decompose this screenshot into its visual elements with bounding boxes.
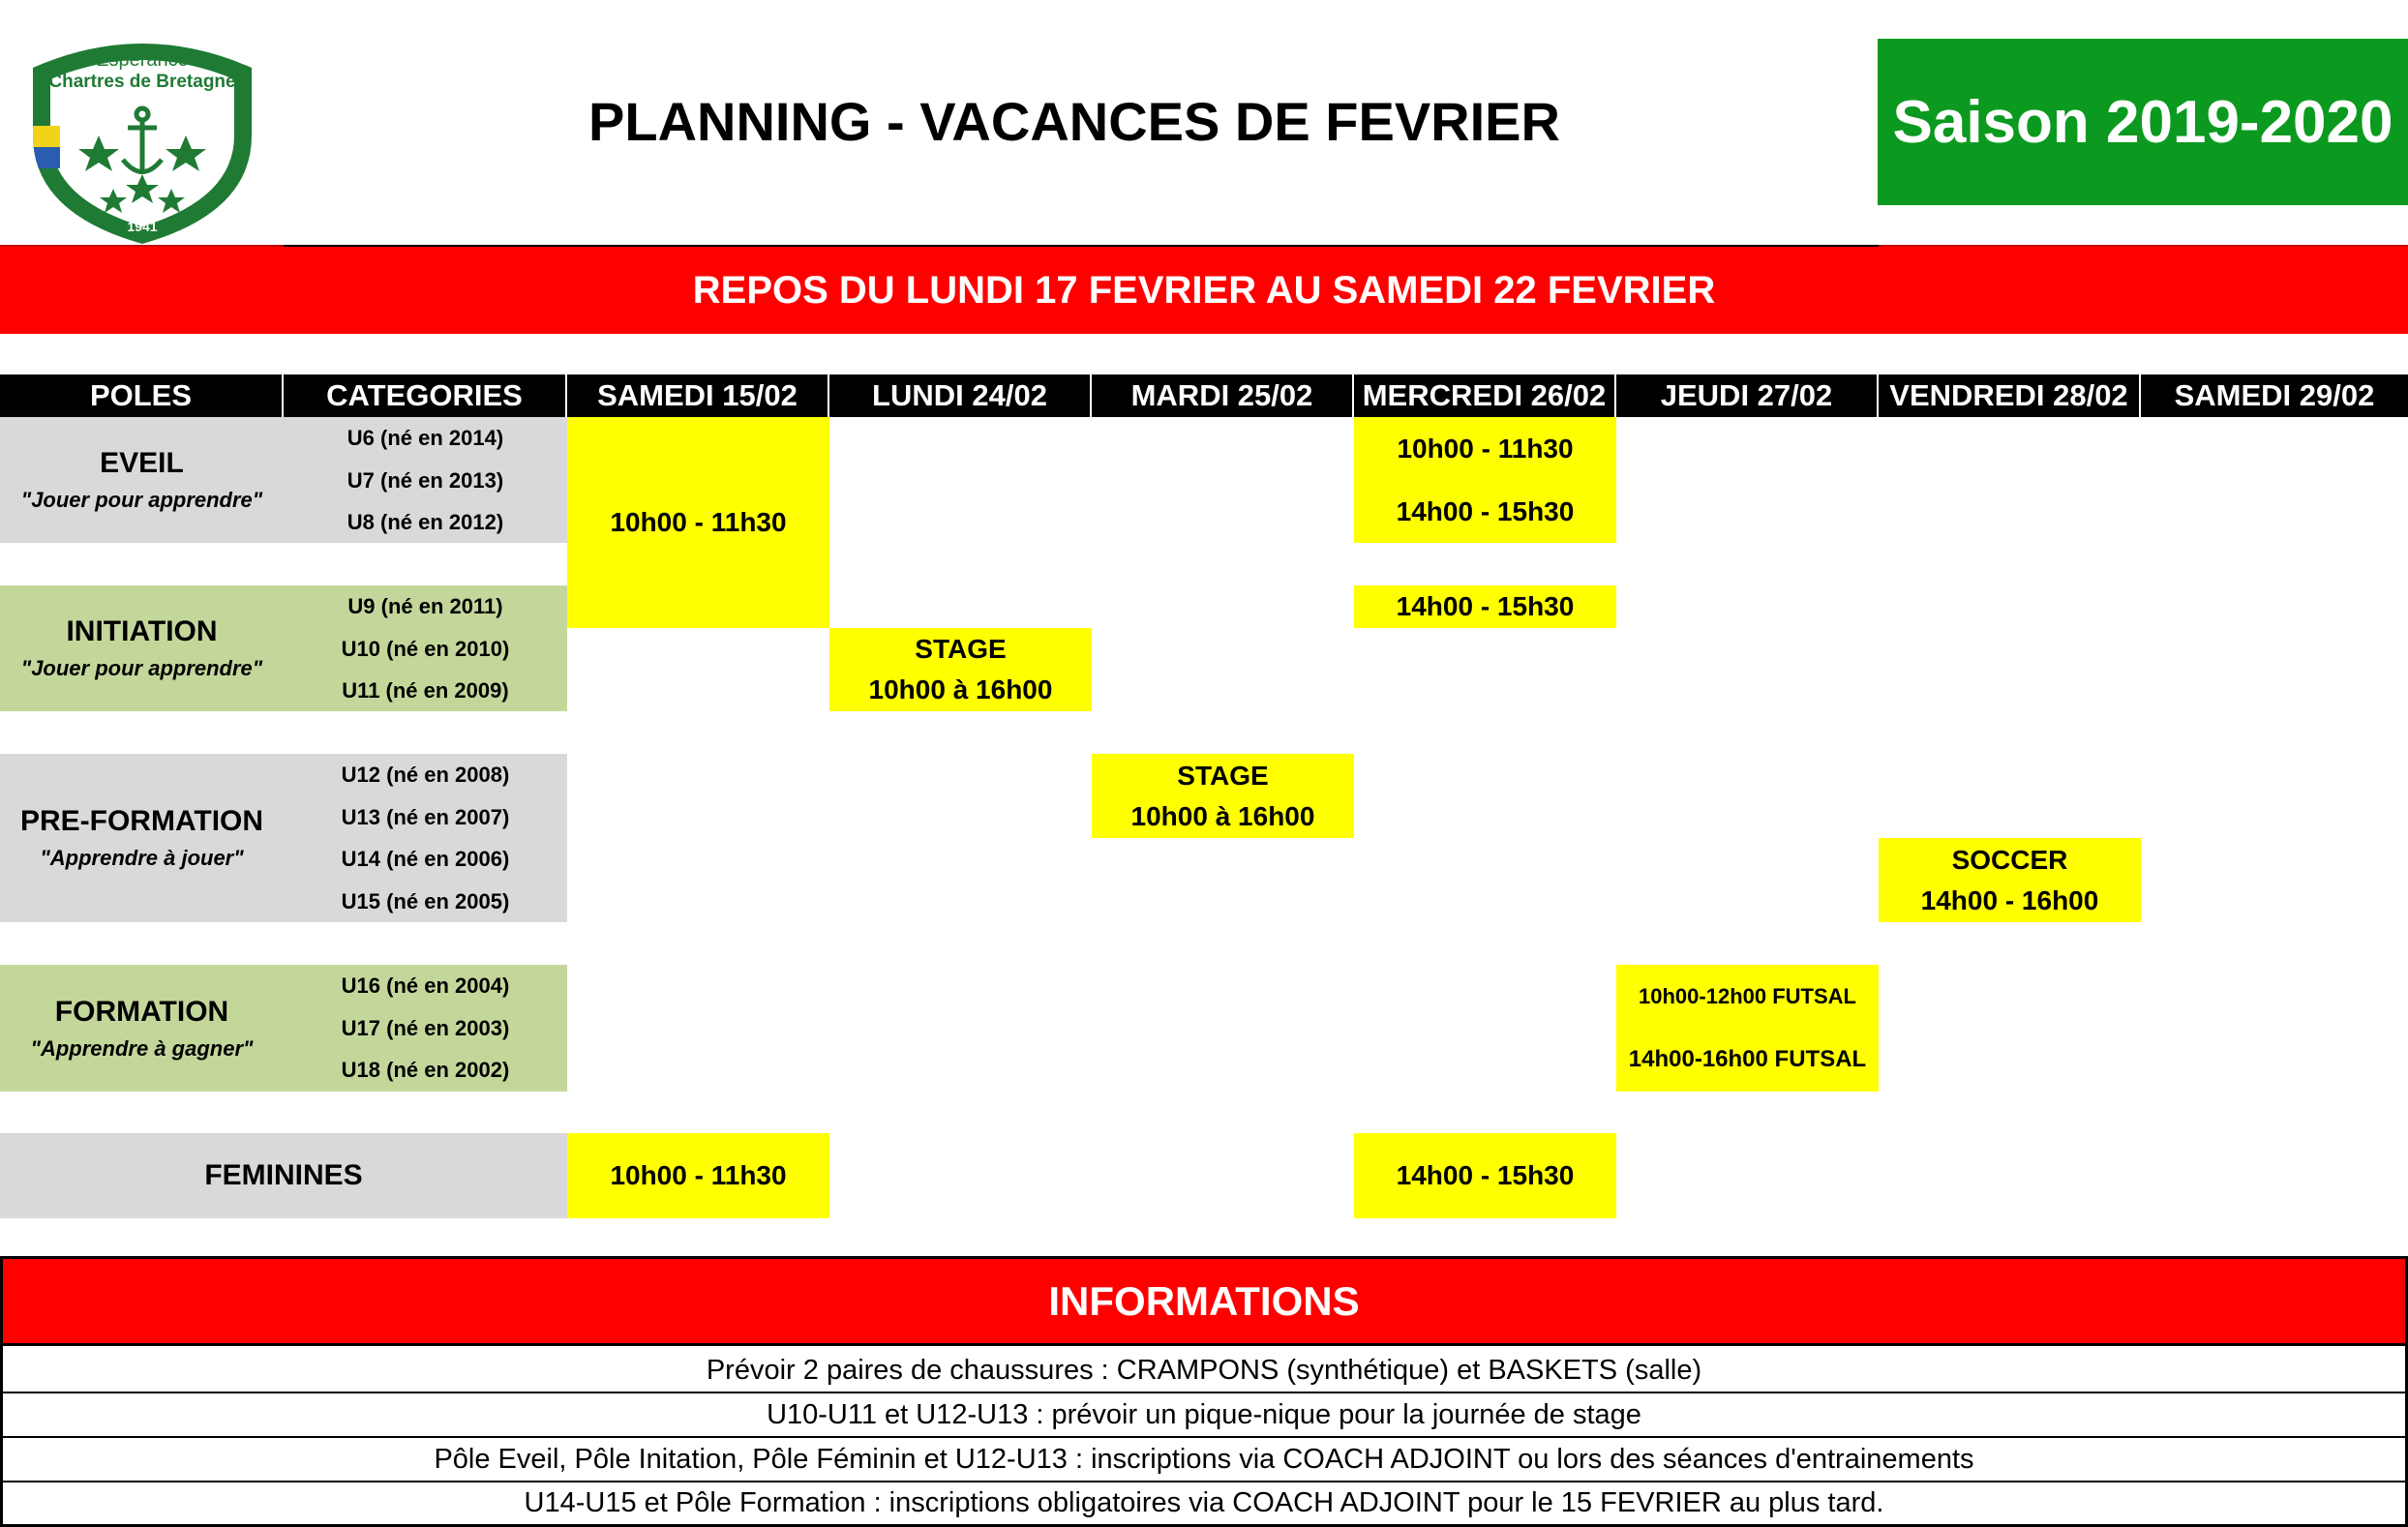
session-cell: 14h00 - 15h30 — [1354, 1133, 1616, 1218]
informations-title: INFORMATIONS — [3, 1259, 2405, 1346]
session-cell — [1354, 417, 1616, 543]
pole-motto: "Jouer pour apprendre" — [20, 656, 263, 680]
header-day-1: SAMEDI 15/02 — [567, 374, 829, 417]
session-cell — [1092, 754, 1354, 838]
category-cell: U17 (né en 2003) — [284, 1007, 567, 1049]
session-time: 14h00 - 15h30 — [1396, 495, 1575, 526]
header-categories: CATEGORIES — [284, 374, 567, 417]
info-line: U14-U15 et Pôle Formation : inscriptions obligatoires via COACH ADJOINT pour le 15 FEVRIER au plus tard. — [3, 1482, 2405, 1524]
club-logo — [21, 29, 263, 252]
header-day-2: LUNDI 24/02 — [829, 374, 1092, 417]
category-cell: U8 (né en 2012) — [284, 501, 567, 543]
season-badge: Saison 2019-2020 — [1878, 39, 2408, 205]
logo-middle-text: Chartres de Bretagne — [48, 72, 236, 92]
pole-motto: "Apprendre à jouer" — [40, 846, 244, 870]
session-time: 10h00 - 11h30 — [1397, 433, 1574, 464]
category-cell: U12 (né en 2008) — [284, 754, 567, 796]
category-cell: U10 (né en 2010) — [284, 628, 567, 670]
pole-name: INITIATION — [66, 615, 218, 647]
header-day-5: JEUDI 27/02 — [1616, 374, 1879, 417]
logo-year: 1941 — [127, 219, 158, 234]
pole-name: FORMATION — [54, 995, 229, 1028]
banner-divider — [0, 245, 284, 247]
session-label: STAGE — [915, 634, 1007, 664]
info-line: Prévoir 2 paires de chaussures : CRAMPONS (synthétique) et BASKETS (salle) — [3, 1349, 2405, 1393]
info-line: Pôle Eveil, Pôle Initation, Pôle Féminin et U12-U13 : inscriptions via COACH ADJOINT ou lors des séances d'entrainements — [3, 1438, 2405, 1482]
session-label: STAGE — [1177, 760, 1269, 791]
session-cell — [1879, 838, 2141, 922]
rest-banner: REPOS DU LUNDI 17 FEVRIER AU SAMEDI 22 FEVRIER — [0, 247, 2408, 334]
header-day-6: VENDREDI 28/02 — [1879, 374, 2141, 417]
session-time: 10h00 à 16h00 — [1130, 800, 1315, 831]
pole-motto: "Jouer pour apprendre" — [20, 488, 263, 512]
category-cell: U11 (né en 2009) — [284, 670, 567, 711]
pole-feminines: FEMININES — [0, 1133, 567, 1218]
session-label: 10h00-12h00 FUTSAL — [1639, 983, 1856, 1008]
session-cell: 14h00 - 15h30 — [1354, 585, 1616, 628]
session-time: 10h00 à 16h00 — [868, 674, 1053, 704]
pole-motto: "Apprendre à gagner" — [30, 1035, 254, 1061]
session-cell: 10h00 - 11h30 — [567, 1133, 829, 1218]
header-poles: POLES — [0, 374, 284, 417]
banner-divider — [1879, 245, 2408, 247]
category-cell: U16 (né en 2004) — [284, 965, 567, 1007]
page-title: PLANNING - VACANCES DE FEVRIER — [588, 90, 1560, 152]
logo-top-text: Espérance — [96, 49, 189, 71]
header-day-3: MARDI 25/02 — [1092, 374, 1354, 417]
pole-preformation — [0, 754, 284, 922]
category-cell: U18 (né en 2002) — [284, 1049, 567, 1092]
session-cell — [1616, 965, 1879, 1092]
banner-divider — [284, 245, 1879, 247]
category-cell: U13 (né en 2007) — [284, 796, 567, 838]
category-cell: U15 (né en 2005) — [284, 881, 567, 922]
category-cell: U7 (né en 2013) — [284, 460, 567, 501]
info-line: U10-U11 et U12-U13 : prévoir un pique-nique pour la journée de stage — [3, 1393, 2405, 1438]
session-time: 14h00 - 16h00 — [1920, 884, 2099, 915]
header-day-7: SAMEDI 29/02 — [2141, 374, 2408, 417]
pole-formation — [0, 965, 284, 1092]
session-label: SOCCER — [1951, 844, 2068, 875]
pole-eveil — [0, 417, 284, 543]
session-cell: 10h00 - 11h30 — [567, 417, 829, 628]
category-cell: U14 (né en 2006) — [284, 838, 567, 881]
category-cell: U6 (né en 2014) — [284, 417, 567, 460]
pole-initiation — [0, 585, 284, 711]
header-day-4: MERCREDI 26/02 — [1354, 374, 1616, 417]
pole-name: EVEIL — [100, 447, 184, 479]
session-label: 14h00-16h00 FUTSAL — [1628, 1045, 1867, 1072]
session-cell — [829, 628, 1092, 711]
category-cell: U9 (né en 2011) — [284, 585, 567, 628]
pole-name: PRE-FORMATION — [19, 805, 264, 837]
